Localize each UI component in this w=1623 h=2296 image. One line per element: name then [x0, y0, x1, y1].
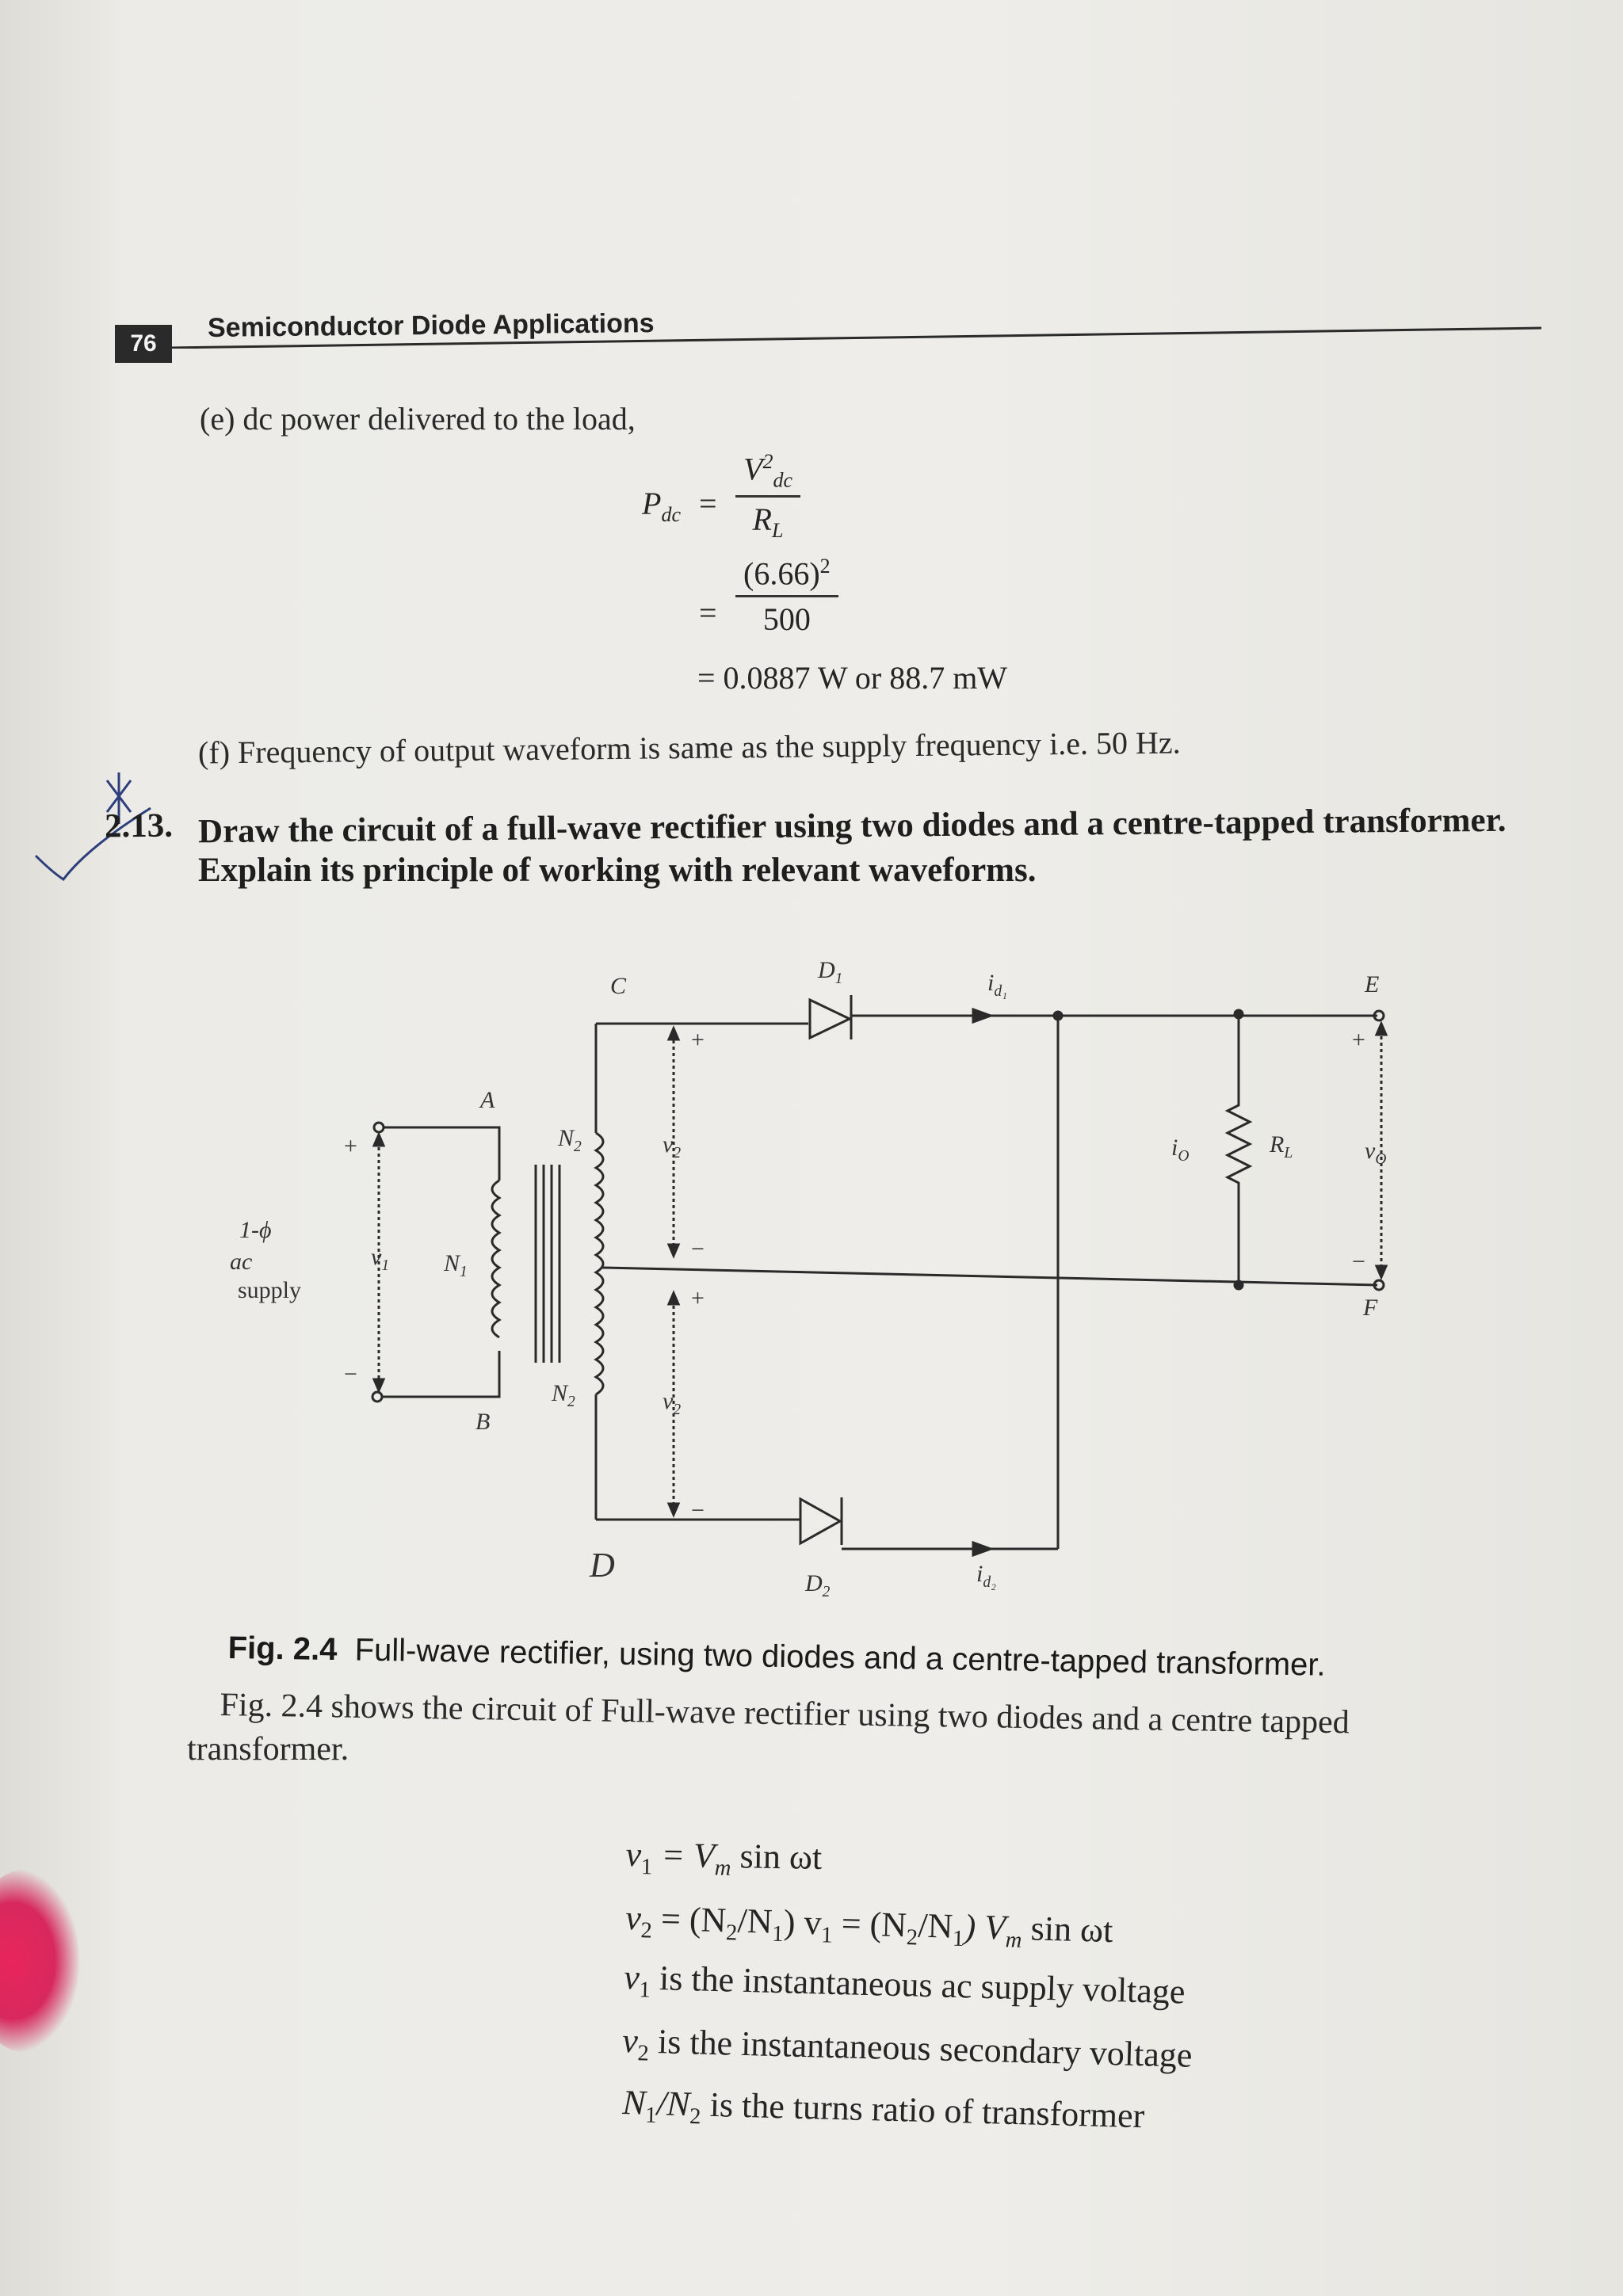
pdc-lhs: $P_{dc}$ [642, 486, 681, 526]
id2-label: $i_{d_2}$ [976, 1561, 996, 1591]
terminal-b-label: B [475, 1409, 491, 1435]
v1-minus: − [344, 1361, 357, 1387]
figure-caption-text: Full-wave rectifier, using two diodes and a centre-tapped transformer. [354, 1632, 1326, 1683]
equals-2: = [699, 595, 717, 631]
supply-label-1: 1-ϕ [239, 1217, 272, 1243]
v1-arrow-head [374, 1135, 384, 1146]
v2-bottom-label: $v_2$ [663, 1388, 682, 1418]
question-number: 2.13. [104, 807, 174, 845]
v1-plus: + [344, 1133, 357, 1159]
v2-arrow-head [669, 1504, 678, 1515]
diode-d1-body [810, 1000, 850, 1038]
id2-arrow [973, 1543, 991, 1555]
part-f-text: (f) Frequency of output waveform is same as the supply frequency i.e. 50 Hz. [197, 724, 1181, 771]
pdc-equals: = [699, 486, 717, 521]
terminal-d-label: D [590, 1546, 615, 1585]
v2-bottom-plus: + [691, 1285, 705, 1311]
question-line-1: Draw the circuit of a full-wave rectifier using two diodes and a centre-tapped transformer. [197, 801, 1507, 851]
secondary-winding [596, 1133, 603, 1394]
terminal-a-label: A [480, 1087, 495, 1113]
centre-tap-wire [602, 1268, 1377, 1285]
pdc-result: = 0.0887 W or 88.7 mW [697, 660, 1008, 696]
fraction-vdc-over-rl: $\frac{V^2_{dc}}{R_L}$ [735, 450, 800, 543]
supply-label-3: supply [238, 1277, 302, 1303]
running-head: Semiconductor Diode Applications [207, 308, 655, 343]
rl-label: $R_L$ [1270, 1131, 1293, 1161]
id1-arrow [973, 1009, 991, 1022]
io-label: $i_O$ [1171, 1135, 1190, 1165]
definition-v2: $v_2$ is the instantaneous secondary voltage [621, 2020, 1193, 2075]
question-line-2: Explain its principle of working with relevant waveforms. [198, 852, 1037, 889]
v2-top-minus: − [691, 1236, 705, 1262]
terminal-e-label: E [1365, 971, 1380, 997]
fraction-numeric: $\frac{(6.66)^2}{500}$ [735, 555, 838, 638]
diode-d2-body [800, 1499, 840, 1543]
terminal-b-node [372, 1392, 382, 1402]
v1-arrow-head [374, 1379, 384, 1390]
vo-arrow-head [1377, 1266, 1386, 1277]
definition-v1: $v_1$ is the instantaneous ac supply voltage [623, 1957, 1186, 2012]
v2-top-label: $v_2$ [663, 1131, 682, 1161]
page-number: 76 [115, 325, 172, 363]
v2-arrow-head [669, 1245, 678, 1256]
supply-label-2: ac [230, 1249, 253, 1275]
v2-arrow-head [669, 1028, 678, 1039]
definition-turns-ratio: $N_1/N_2$ is the turns ratio of transformer [621, 2082, 1145, 2136]
primary-winding [492, 1180, 499, 1337]
v2-bottom-minus: − [691, 1497, 705, 1524]
equation-v1: $v_1 = V_m$ sin ωt [625, 1834, 823, 1881]
n2-bottom-label: $N_2$ [552, 1380, 575, 1410]
vo-label: $v_O$ [1365, 1138, 1387, 1168]
part-e-intro: (e) dc power delivered to the load, [200, 401, 636, 437]
paragraph-line-2: transformer. [187, 1731, 349, 1768]
load-resistor-rl [1228, 1014, 1250, 1285]
d2-label: $D_2$ [805, 1570, 831, 1600]
vo-minus: − [1352, 1249, 1365, 1275]
primary-top-wire [384, 1127, 499, 1180]
v1-label: $v_1$ [371, 1244, 390, 1274]
v2-top-plus: + [691, 1027, 705, 1053]
v2-arrow-head [669, 1293, 678, 1304]
n2-top-label: $N_2$ [558, 1125, 582, 1155]
vo-plus: + [1352, 1027, 1365, 1053]
terminal-a-node [374, 1123, 384, 1132]
d1-label: $D_1$ [818, 957, 843, 987]
vo-arrow-head [1377, 1024, 1386, 1035]
id1-label: $i_{d_1}$ [987, 970, 1007, 1000]
figure-label: Fig. 2.4 [227, 1630, 338, 1668]
primary-bottom-wire [382, 1351, 499, 1397]
paragraph-line-1: Fig. 2.4 shows the circuit of Full-wave rectifier using two diodes and a centre tapped [220, 1686, 1350, 1741]
equation-v2: $v_2 = (N_2/N_1) v_1 = (N_2/N_1)$ $V_m$ sin ωt [624, 1897, 1113, 1953]
terminal-f-label: F [1363, 1295, 1378, 1321]
n1-label: $N_1$ [444, 1250, 468, 1280]
terminal-c-label: C [610, 973, 627, 999]
